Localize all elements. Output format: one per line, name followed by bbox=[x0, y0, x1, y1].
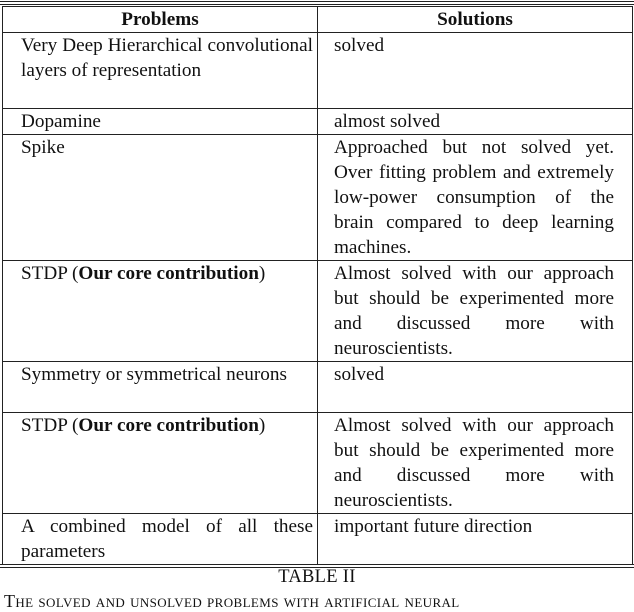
top-rule-inner bbox=[0, 4, 634, 5]
core-contribution-label: Our core contribution bbox=[78, 263, 259, 284]
solution-cell: Almost solved with our approach but should be experimented more and discussed more with neuroscientists. bbox=[318, 413, 633, 514]
problems-solutions-table bbox=[2, 6, 633, 565]
solution-cell: solved bbox=[318, 362, 633, 413]
problem-cell: Spike bbox=[3, 135, 318, 261]
solution-cell: important future direction bbox=[318, 514, 633, 565]
table-row bbox=[3, 514, 633, 565]
header-problems: Problems bbox=[3, 7, 318, 33]
table-row bbox=[3, 261, 633, 362]
solution-cell: Approached but not solved yet. Over fitting problem and extremely low-power consumption of the brain compared to deep learning machines. bbox=[318, 135, 633, 261]
table-caption-label: TABLE II bbox=[278, 567, 356, 587]
bottom-rule-outer bbox=[0, 564, 634, 565]
problem-cell: Symmetry or symmetrical neurons bbox=[3, 362, 318, 413]
table-row bbox=[3, 362, 633, 413]
table-row bbox=[3, 135, 633, 261]
header-solutions: Solutions bbox=[318, 7, 633, 33]
solution-cell: solved bbox=[318, 33, 633, 109]
table-header-row bbox=[3, 7, 633, 33]
problem-cell: A combined model of all these parameters bbox=[3, 514, 318, 565]
table-row bbox=[3, 33, 633, 109]
table-caption-text: The solved and unsolved problems with artificial neural bbox=[4, 591, 460, 611]
problem-cell bbox=[3, 413, 318, 514]
top-rule-outer bbox=[0, 1, 634, 2]
solution-cell: almost solved bbox=[318, 109, 633, 135]
problem-suffix: ) bbox=[258, 415, 266, 436]
core-contribution-label: Our core contribution bbox=[78, 415, 259, 436]
problem-prefix: STDP ( bbox=[21, 263, 79, 284]
problem-cell: Dopamine bbox=[3, 109, 318, 135]
problem-prefix: STDP ( bbox=[21, 415, 79, 436]
problem-cell bbox=[3, 261, 318, 362]
solution-cell: Almost solved with our approach but should be experimented more and discussed more with neuroscientists. bbox=[318, 261, 633, 362]
problem-cell: Very Deep Hierarchical convolutional layers of representation bbox=[3, 33, 318, 109]
table-row bbox=[3, 109, 633, 135]
table-row bbox=[3, 413, 633, 514]
problem-suffix: ) bbox=[258, 263, 266, 284]
